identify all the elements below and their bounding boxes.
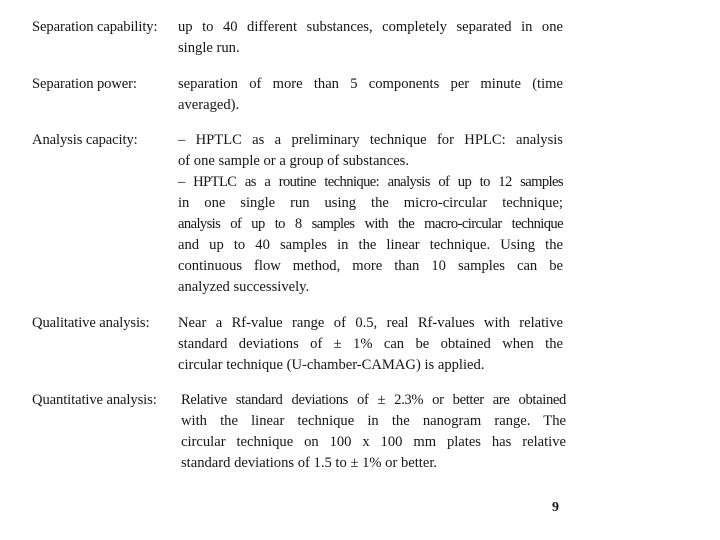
term-analysis-capacity: Analysis capacity: — [32, 132, 138, 148]
term-separation-power: Separation power: — [32, 76, 137, 92]
desc-line: circular technique (U-chamber-CAMAG) is applied. — [178, 357, 485, 373]
desc-line: analyzed successively. — [178, 279, 310, 295]
desc-line: separation of more than 5 components per minute (time — [178, 76, 563, 92]
desc-line: averaged). — [178, 97, 240, 113]
desc-line: – HPTLC as a routine technique: analysis of up to 12 samples — [178, 174, 563, 190]
desc-separation-power — [178, 74, 563, 116]
desc-line: Relative standard deviations of ± 2.3% or better are obtained — [181, 392, 566, 408]
page-number: 9 — [552, 500, 559, 515]
desc-line: and up to 40 samples in the linear technique. Using the — [178, 237, 563, 253]
desc-line: in one single run using the micro-circular technique; — [178, 195, 563, 211]
desc-line: standard deviations of 1.5 to ± 1% or better. — [181, 455, 438, 471]
desc-line: standard deviations of ± 1% can be obtained when the — [178, 336, 563, 352]
term-qualitative-analysis: Qualitative analysis: — [32, 315, 150, 331]
desc-line: of one sample or a group of substances. — [178, 153, 410, 169]
desc-line: Near a Rf-value range of 0.5, real Rf-values with relative — [178, 315, 563, 331]
desc-line: up to 40 different substances, completely separated in one — [178, 19, 563, 35]
term-separation-capability: Separation capability: — [32, 19, 158, 35]
desc-line: with the linear technique in the nanogram range. The — [181, 413, 566, 429]
desc-qualitative-analysis — [178, 313, 563, 376]
term-quantitative-analysis: Quantitative analysis: — [32, 392, 157, 408]
desc-separation-capability — [178, 17, 563, 59]
desc-line: – HPTLC as a preliminary technique for HPLC: analysis — [178, 132, 563, 148]
desc-line: circular technique on 100 x 100 mm plates has relative — [181, 434, 566, 450]
desc-line: continuous flow method, more than 10 samples can be — [178, 258, 563, 274]
desc-line: analysis of up to 8 samples with the macro-circular technique — [178, 216, 563, 232]
desc-quantitative-analysis — [181, 390, 566, 474]
desc-line: single run. — [178, 40, 240, 56]
desc-analysis-capacity — [178, 130, 563, 298]
